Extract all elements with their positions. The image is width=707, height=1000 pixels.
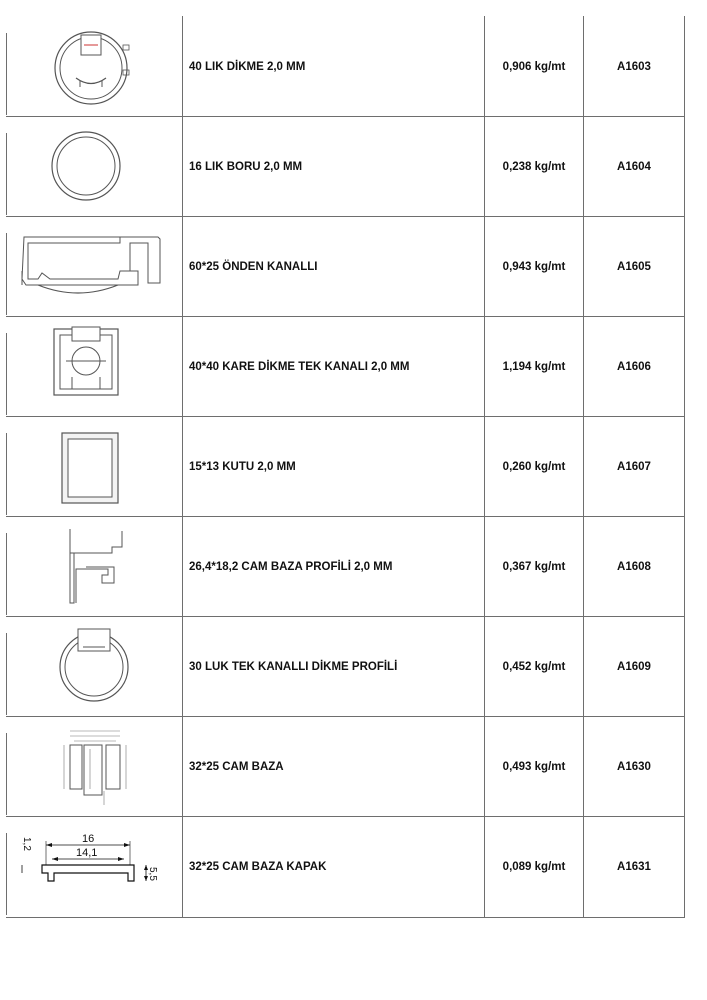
row-divider (6, 917, 685, 918)
product-weight: 0,238 kg/mt (502, 161, 566, 173)
tube-profile-image (8, 123, 180, 211)
table-row (0, 17, 707, 117)
product-code: A1605 (617, 261, 651, 273)
table-row (0, 417, 707, 517)
product-weight: 0,943 kg/mt (502, 261, 566, 273)
table-row (0, 617, 707, 717)
product-weight: 0,493 kg/mt (502, 761, 566, 773)
product-name: 16 LIK BORU 2,0 MM (189, 161, 303, 173)
square-post-profile-image (8, 323, 180, 411)
product-code: A1606 (617, 361, 651, 373)
product-code: A1607 (617, 461, 651, 473)
box-profile-image (8, 423, 180, 511)
dimension-height: 5,5 (147, 867, 158, 881)
product-code: A1608 (617, 561, 651, 573)
table-row (0, 517, 707, 617)
product-name: 40 LIK DİKME 2,0 MM (189, 61, 306, 73)
product-name: 15*13 KUTU 2,0 MM (189, 461, 296, 473)
table-row (0, 217, 707, 317)
table-row (0, 117, 707, 217)
product-weight: 0,089 kg/mt (502, 861, 566, 873)
product-weight: 0,260 kg/mt (502, 461, 566, 473)
glass-base-cover-drawing-image (8, 823, 180, 911)
table-row (0, 317, 707, 417)
table-row (0, 817, 707, 917)
product-weight: 0,452 kg/mt (502, 661, 566, 673)
front-channel-profile-image (8, 223, 180, 311)
product-code: A1630 (617, 761, 651, 773)
product-name: 32*25 CAM BAZA KAPAK (189, 861, 327, 873)
product-name: 32*25 CAM BAZA (189, 761, 284, 773)
round-post-profile-image (8, 23, 180, 111)
dimension-outer-width: 16 (82, 833, 95, 845)
table-row (0, 717, 707, 817)
product-code: A1603 (617, 61, 651, 73)
product-name: 40*40 KARE DİKME TEK KANALI 2,0 MM (189, 361, 410, 373)
product-weight: 0,906 kg/mt (502, 61, 566, 73)
single-channel-post-profile-image (8, 623, 180, 711)
glass-base-drawing-image (8, 723, 180, 811)
glass-base-profile-image (8, 523, 180, 611)
product-code: A1609 (617, 661, 651, 673)
product-code: A1604 (617, 161, 651, 173)
product-weight: 1,194 kg/mt (502, 361, 566, 373)
product-name: 60*25 ÖNDEN KANALLI (189, 261, 318, 273)
dimension-inner-width: 14,1 (76, 847, 98, 859)
product-name: 30 LUK TEK KANALLI DİKME PROFİLİ (189, 661, 398, 673)
product-weight: 0,367 kg/mt (502, 561, 566, 573)
product-code: A1631 (617, 861, 651, 873)
product-name: 26,4*18,2 CAM BAZA PROFİLİ 2,0 MM (189, 561, 393, 573)
dimension-lip: 1,2 (21, 837, 32, 851)
